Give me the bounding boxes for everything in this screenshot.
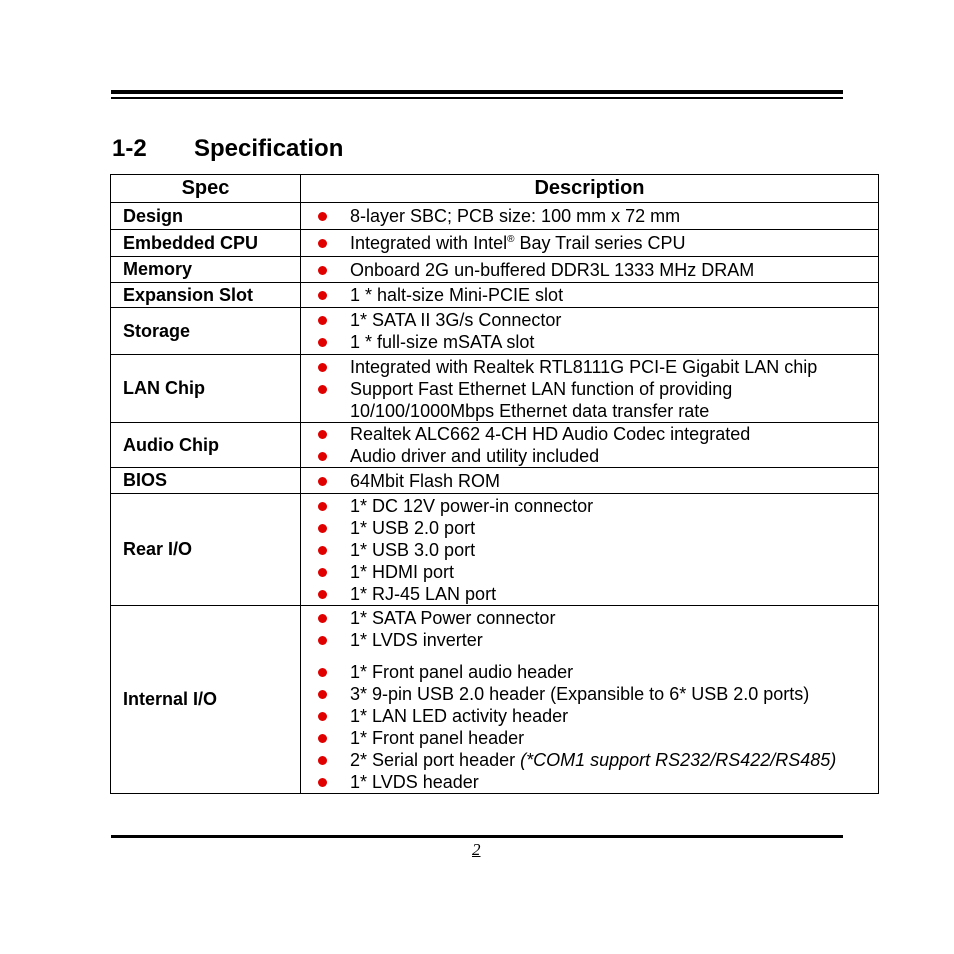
header-rule-thick [111,90,843,94]
column-header-spec: Spec [111,175,301,203]
item-text: 10/100/1000Mbps Ethernet data transfer rate [350,400,710,421]
bullet-icon [318,316,327,325]
bullet-icon [318,568,327,577]
item-text: Support Fast Ethernet LAN function of providing [350,378,733,399]
description-cell [301,423,879,468]
list-item [301,539,878,561]
spec-label: BIOS [111,468,301,494]
list-item [301,423,878,445]
item-text: Audio driver and utility included [350,446,600,466]
bullet-icon [318,502,327,511]
bullet-icon [318,430,327,439]
bullet-icon [318,477,327,486]
list-item [301,661,878,683]
item-text: Realtek ALC662 4-CH HD Audio Codec integrated [350,424,751,444]
table-row [111,283,879,308]
item-text: 1 * full-size mSATA slot [350,332,535,352]
bullet-icon [318,668,327,677]
item-text: Bay Trail series CPU [514,233,686,253]
section-number: 1-2 [112,135,147,162]
item-text: 1* USB 3.0 port [350,539,476,560]
registered-mark: ® [507,234,515,245]
table-row [111,230,879,257]
table-row [111,423,879,468]
item-text: 1* LVDS header [350,771,479,792]
description-cell [301,308,879,355]
item-text: 8-layer SBC; PCB size: 100 mm x 72 mm [350,206,681,226]
list-item [301,259,878,281]
item-text: Onboard 2G un-buffered DDR3L 1333 MHz DRAM [350,259,755,280]
table-row [111,355,879,423]
list-item [301,607,878,629]
item-note: (*COM1 support RS232/RS422/RS485) [520,749,837,770]
list-item [301,331,878,353]
item-text: 1* RJ-45 LAN port [350,583,497,604]
item-text: 1* Front panel audio header [350,661,574,682]
list-item [301,205,878,227]
table-row [111,203,879,230]
spec-label: Audio Chip [111,423,301,468]
item-text: 1* LVDS inverter [350,629,483,650]
list-item [301,705,878,727]
bullet-icon [318,266,327,275]
spec-table [110,174,879,794]
spec-label: Embedded CPU [111,230,301,257]
list-item [301,495,878,517]
table-row [111,257,879,283]
item-text: 1* SATA II 3G/s Connector [350,310,562,330]
bullet-icon [318,756,327,765]
item-text: 1* SATA Power connector [350,607,556,628]
bullet-icon [318,778,327,787]
section-title: Specification [194,135,344,162]
column-header-description: Description [301,175,879,203]
description-cell [301,606,879,794]
bullet-icon [318,524,327,533]
bullet-icon [318,385,327,394]
description-cell [301,203,879,230]
spec-label: LAN Chip [111,355,301,423]
bullet-icon [318,712,327,721]
item-text: 1* DC 12V power-in connector [350,495,594,516]
list-item [301,445,878,467]
description-cell [301,257,879,283]
bullet-icon [318,338,327,347]
item-text: Integrated with Intel [350,233,508,253]
bullet-icon [318,614,327,623]
table-row [111,308,879,355]
table-row [111,468,879,494]
table-header-row [111,175,879,203]
bullet-icon [318,291,327,300]
bullet-icon [318,690,327,699]
bullet-icon [318,239,327,248]
list-item-continuation [301,400,878,422]
list-item [301,561,878,583]
list-item [301,727,878,749]
list-item [301,771,878,793]
list-item [301,378,878,400]
header-rule-thin [111,97,843,99]
spec-label: Rear I/O [111,494,301,606]
description-cell [301,230,879,257]
spec-label: Storage [111,308,301,355]
list-item [301,583,878,605]
bullet-icon [318,363,327,372]
item-text: 1 * halt-size Mini-PCIE slot [350,285,564,305]
spec-label: Expansion Slot [111,283,301,308]
table-row [111,494,879,606]
item-text: 1* USB 2.0 port [350,517,476,538]
list-item [301,470,878,492]
table-row [111,606,879,794]
section-heading [112,134,343,164]
description-cell [301,355,879,423]
item-text: 64Mbit Flash ROM [350,470,501,491]
item-text: 1* Front panel header [350,727,525,748]
spec-label: Memory [111,257,301,283]
item-text: 2* Serial port header [350,749,521,770]
description-cell [301,283,879,308]
list-item [301,517,878,539]
list-item [301,683,878,705]
bullet-icon [318,590,327,599]
spec-label: Internal I/O [111,606,301,794]
list-item [301,232,878,254]
list-item [301,309,878,331]
bullet-icon [318,546,327,555]
item-text: 3* 9-pin USB 2.0 header (Expansible to 6* USB 2.0 ports) [350,683,810,704]
item-text: 1* HDMI port [350,561,455,582]
description-cell [301,494,879,606]
bullet-icon [318,636,327,645]
list-item [301,356,878,378]
list-item [301,629,878,651]
spec-label: Design [111,203,301,230]
bullet-icon [318,734,327,743]
item-text: 1* LAN LED activity header [350,705,569,726]
list-item [301,749,878,771]
item-text: Integrated with Realtek RTL8111G PCI-E Gigabit LAN chip [350,356,818,377]
bullet-icon [318,212,327,221]
page-number: 2 [472,840,481,859]
bullet-icon [318,452,327,461]
footer-rule [111,835,843,838]
description-cell [301,468,879,494]
list-item [301,284,878,306]
